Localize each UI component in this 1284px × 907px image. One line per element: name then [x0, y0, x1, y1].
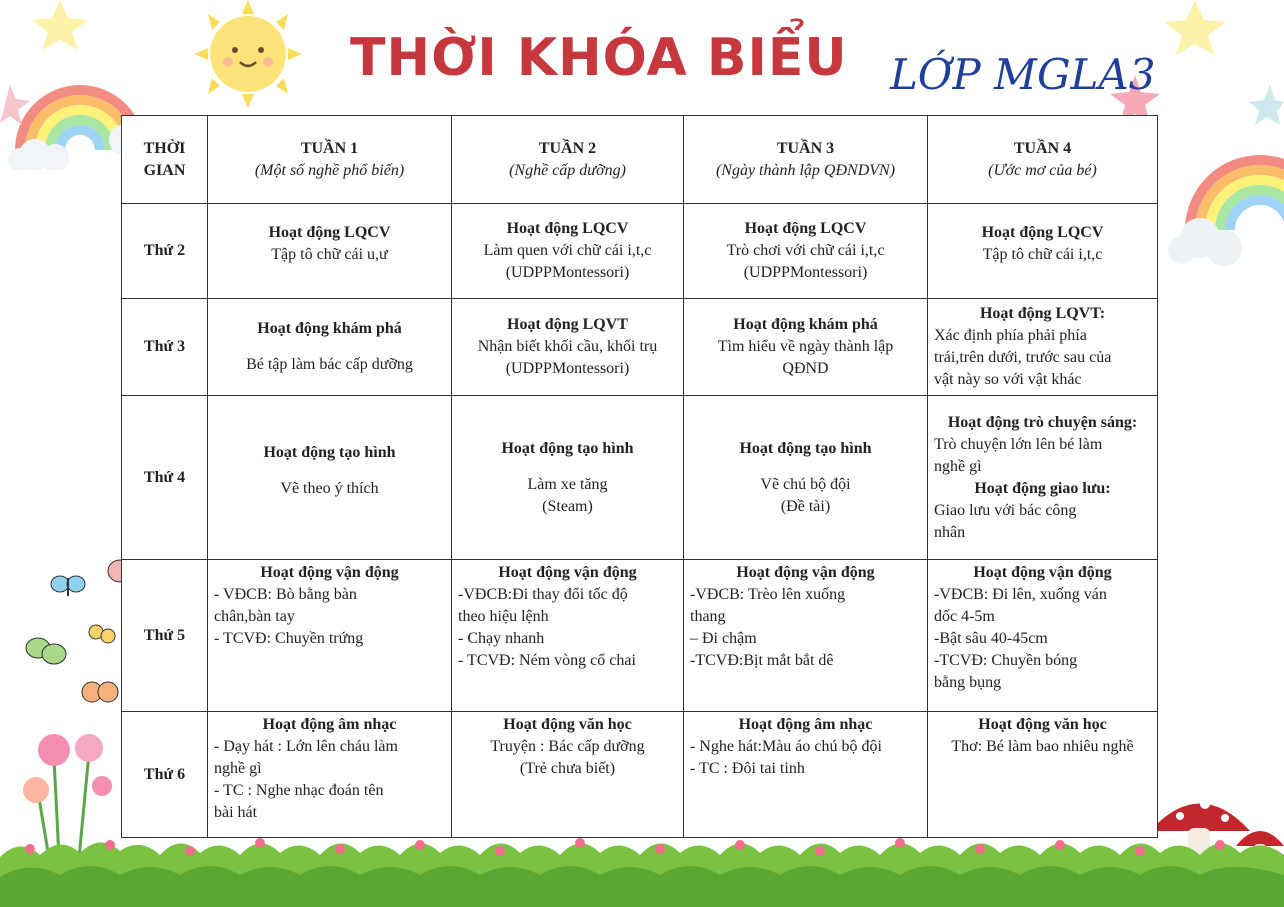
activity-line: -VĐCB:Đi thay đổi tốc độ	[458, 586, 628, 603]
day-label: Thứ 5	[122, 560, 208, 712]
butterfly-icon	[24, 632, 68, 670]
activity-title: Hoạt động tạo hình	[263, 443, 396, 461]
day-label: Thứ 6	[122, 712, 208, 838]
activity-title: Hoạt động trò chuyện sáng:	[947, 413, 1138, 431]
activity-title: Hoạt động âm nhạc	[738, 716, 873, 733]
activity-title: Hoạt động văn học	[978, 716, 1107, 733]
butterfly-icon	[80, 676, 120, 710]
activity-line: Bé tập làm bác cấp dưỡng	[246, 356, 413, 373]
cell	[684, 712, 928, 838]
activity-title: Hoạt động LQCV	[506, 220, 629, 237]
cell	[928, 560, 1158, 712]
butterfly-icon	[50, 572, 86, 602]
cell	[452, 204, 684, 299]
activity-title: Hoạt động LQCV	[981, 224, 1104, 241]
activity-line: Làm xe tăng	[527, 475, 608, 493]
activity-title: Hoạt động LQCV	[744, 220, 867, 237]
cell	[684, 299, 928, 396]
week-title: TUẦN 1	[300, 139, 359, 157]
table-row	[122, 204, 1158, 299]
week-header-4	[928, 116, 1158, 204]
activity-title: Hoạt động LQCV	[268, 224, 391, 241]
cell	[452, 712, 684, 838]
activity-line: Vẽ chú bộ đội	[760, 475, 851, 493]
activity-title: Hoạt động LQVT	[507, 316, 628, 333]
activity-line: - Dạy hát : Lớn lên cháu làm	[214, 738, 398, 755]
corner-cell	[122, 116, 208, 204]
table-row	[122, 560, 1158, 712]
cell	[928, 712, 1158, 838]
cell	[928, 204, 1158, 299]
activity-line: Thơ: Bé làm bao nhiêu nghề	[951, 738, 1134, 755]
activity-line: - TCVĐ: Chuyền trứng	[214, 630, 364, 647]
day-label: Thứ 2	[122, 204, 208, 299]
activity-title: Hoạt động tạo hình	[739, 439, 872, 457]
week-theme: (Một số nghề phổ biến)	[254, 161, 405, 179]
activity-line: - TC : Nghe nhạc đoán tên	[214, 782, 384, 799]
activity-line: -VĐCB: Đi lên, xuống ván	[934, 586, 1107, 603]
activity-title: Hoạt động khám phá	[733, 316, 878, 333]
activity-line: chân,bàn tay	[214, 608, 295, 625]
activity-line: Tập tô chữ cái i,t,c	[982, 246, 1103, 263]
week-title: TUẦN 3	[776, 139, 835, 157]
activity-title: Hoạt động vận động	[498, 564, 637, 581]
activity-line: Vẽ theo ý thích	[280, 479, 379, 497]
activity-line: - TC : Đôi tai tinh	[690, 760, 805, 777]
table-row	[122, 712, 1158, 838]
activity-line: Truyện : Bác cấp dưỡng	[490, 738, 645, 755]
activity-title: Hoạt động khám phá	[257, 320, 402, 337]
activity-line: nghề gì	[934, 457, 982, 475]
week-title: TUẦN 4	[1013, 139, 1072, 157]
activity-line: Tìm hiểu về ngày thành lập	[717, 338, 894, 355]
class-label: LỚP MGLA3	[890, 50, 1156, 99]
activity-line: nghề gì	[214, 760, 262, 777]
cell	[928, 396, 1158, 560]
cell	[684, 396, 928, 560]
activity-line: -Bật sâu 40-45cm	[934, 630, 1048, 647]
corner-line-2: GIAN	[143, 161, 186, 179]
week-header-1	[208, 116, 452, 204]
activity-title: Hoạt động âm nhạc	[262, 716, 397, 733]
day-label: Thứ 4	[122, 396, 208, 560]
cell	[208, 299, 452, 396]
activity-line: dốc 4-5m	[934, 608, 995, 625]
activity-line: – Đi chậm	[690, 630, 757, 647]
activity-line: (UDPPMontessori)	[505, 264, 630, 281]
butterfly-icon	[88, 622, 116, 648]
cell	[452, 560, 684, 712]
activity-title: Hoạt động giao lưu:	[974, 479, 1111, 497]
cell	[208, 396, 452, 560]
activity-line: (UDPPMontessori)	[505, 360, 630, 377]
star-icon	[20, 0, 100, 50]
cell	[208, 712, 452, 838]
activity-line: Làm quen với chữ cái i,t,c	[483, 242, 652, 259]
activity-title: Hoạt động LQVT:	[979, 305, 1106, 322]
star-icon	[0, 85, 30, 125]
activity-title: Hoạt động vận động	[736, 564, 875, 581]
activity-line: Nhận biết khối cầu, khối trụ	[477, 338, 658, 355]
activity-line: Xác định phía phải phía	[934, 327, 1087, 344]
activity-line: Tập tô chữ cái u,ư	[271, 246, 388, 263]
cell	[452, 396, 684, 560]
activity-line: (Đề tài)	[780, 497, 831, 515]
grass-icon	[0, 827, 1284, 907]
cell	[684, 560, 928, 712]
activity-line: -TCVĐ: Chuyền bóng	[934, 652, 1078, 669]
week-header-2	[452, 116, 684, 204]
cell	[208, 560, 452, 712]
activity-line: QĐND	[782, 360, 829, 377]
activity-line: - Chạy nhanh	[458, 630, 545, 647]
star-icon	[1245, 85, 1284, 125]
activity-line: Trò chơi với chữ cái i,t,c	[726, 242, 885, 259]
activity-title: Hoạt động văn học	[503, 716, 632, 733]
activity-line: - TCVĐ: Ném vòng cổ chai	[458, 652, 636, 669]
week-theme: (Ngày thành lập QĐNDVN)	[715, 161, 896, 179]
activity-line: - Nghe hát:Màu áo chú bộ đội	[690, 738, 882, 755]
sun-icon	[188, 0, 308, 108]
corner-line-1: THỜI	[143, 139, 186, 157]
timetable	[121, 115, 1158, 838]
activity-line: (Steam)	[542, 497, 593, 515]
cell	[684, 204, 928, 299]
page-title: THỜI KHÓA BIỂU	[350, 28, 848, 88]
activity-line: nhân	[934, 523, 966, 541]
week-header-3	[684, 116, 928, 204]
activity-line: trái,trên dưới, trước sau của	[934, 349, 1112, 366]
activity-line: vật này so với vật khác	[934, 371, 1082, 388]
cell	[208, 204, 452, 299]
activity-title: Hoạt động tạo hình	[501, 439, 634, 457]
activity-line: (UDPPMontessori)	[743, 264, 868, 281]
table-row	[122, 299, 1158, 396]
activity-line: Trò chuyện lớn lên bé làm	[934, 435, 1103, 453]
activity-line: -VĐCB: Trèo lên xuống	[690, 586, 846, 603]
activity-line: (Trẻ chưa biết)	[519, 760, 616, 777]
day-label: Thứ 3	[122, 299, 208, 396]
week-theme: (Nghề cấp dưỡng)	[509, 161, 626, 179]
activity-line: bằng bụng	[934, 674, 1002, 691]
activity-line: thang	[690, 608, 726, 625]
table-row	[122, 396, 1158, 560]
cell	[928, 299, 1158, 396]
activity-line: theo hiệu lệnh	[458, 608, 549, 625]
activity-line: bài hát	[214, 804, 258, 821]
rainbow-right-icon	[1160, 130, 1284, 280]
activity-title: Hoạt động vận động	[260, 564, 399, 581]
activity-line: -TCVĐ:Bịt mắt bắt dê	[690, 652, 834, 669]
activity-line: - VĐCB: Bò bằng bàn	[214, 586, 357, 603]
star-icon	[1150, 0, 1240, 55]
activity-line: Giao lưu với bác công	[934, 501, 1077, 519]
week-title: TUẦN 2	[538, 139, 597, 157]
cell	[452, 299, 684, 396]
header-row	[122, 116, 1158, 204]
week-theme: (Ước mơ của bé)	[988, 161, 1097, 179]
activity-title: Hoạt động vận động	[973, 564, 1112, 581]
